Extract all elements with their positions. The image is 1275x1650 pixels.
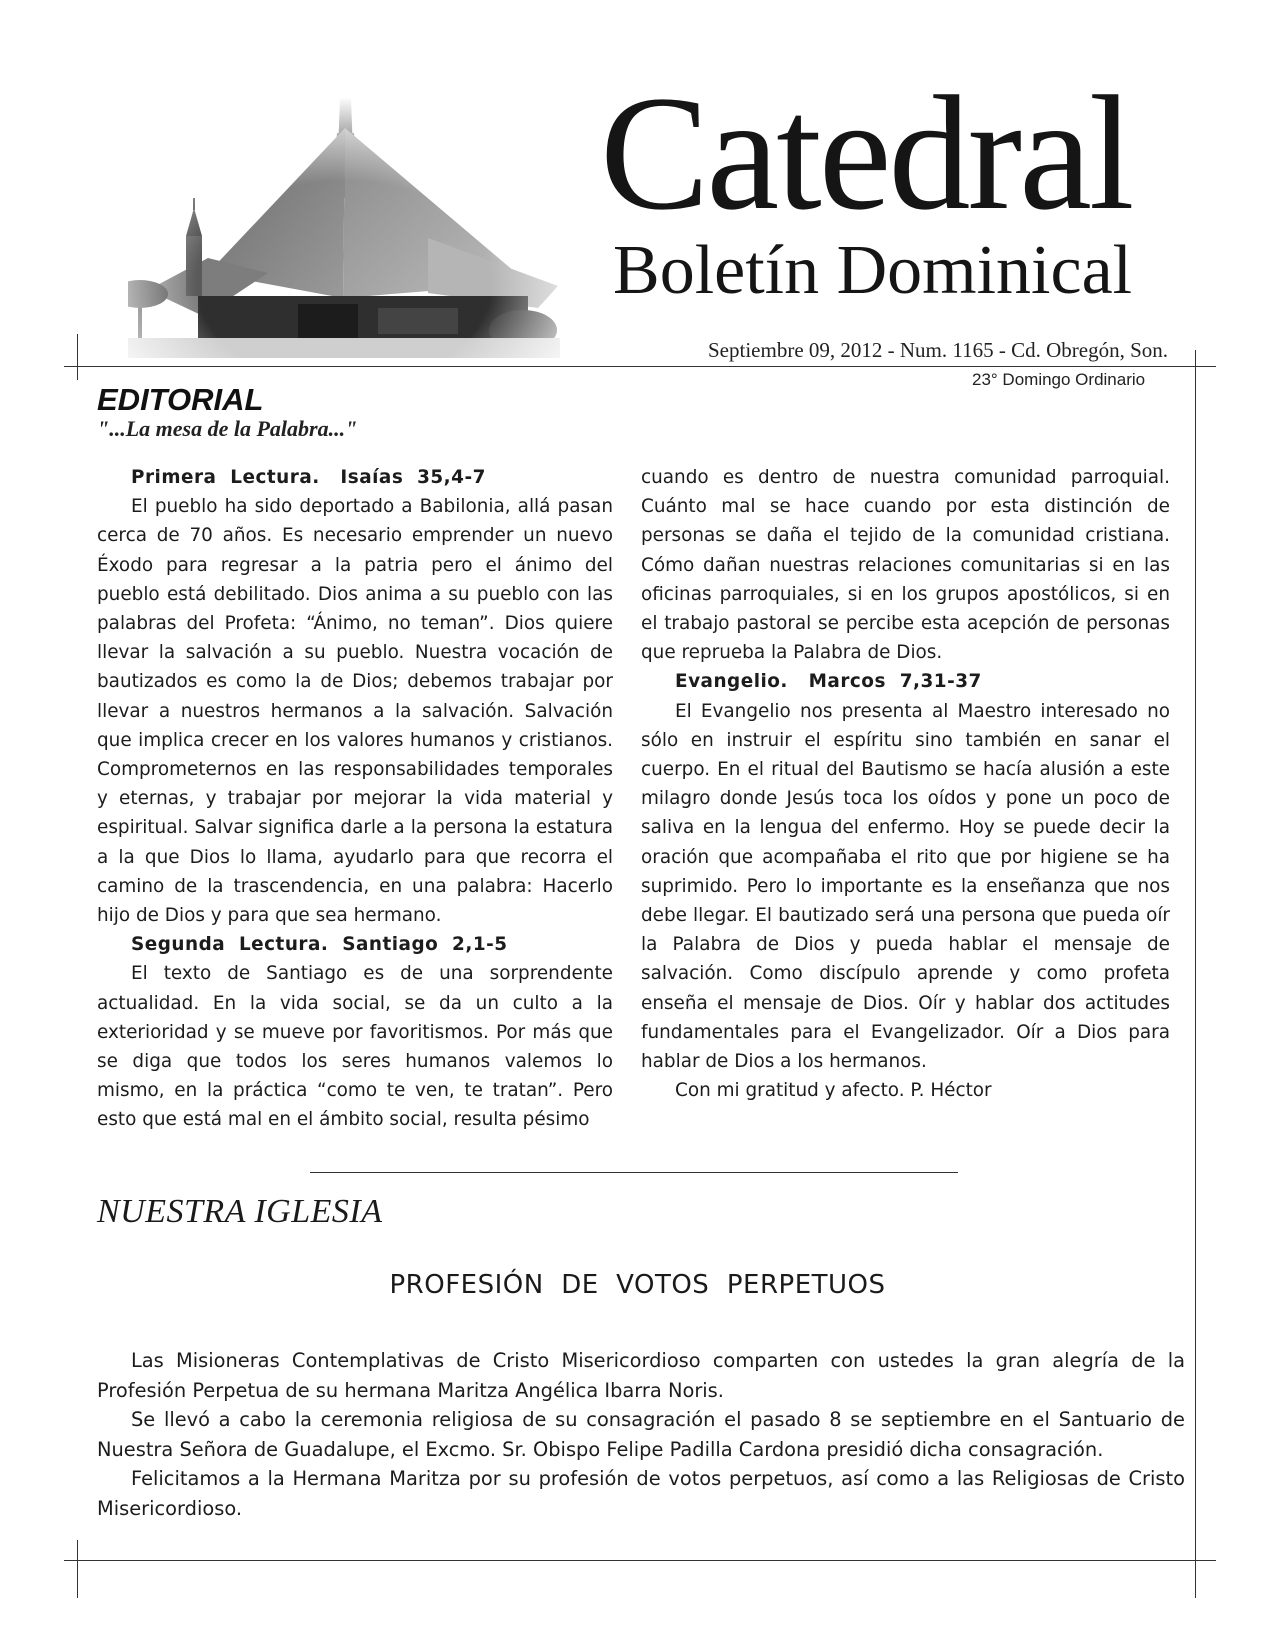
editorial-subtitle: "...La mesa de la Palabra..." <box>97 416 358 441</box>
reading-heading: Segunda Lectura. Santiago 2,1-5 <box>131 934 508 956</box>
editorial-right-column <box>641 463 1170 1105</box>
paragraph: El Evangelio nos presenta al Maestro interesado no sólo en instruir el espíritu sino también en sanar el cuerpo. En el ritual del Bautismo se hacía alusión a este milagro donde Jesús toca los oídos y pone un poco de saliva en la lengua del enfermo. Hoy se puede decir la oración que acompañaba el rito que por higiene se ha suprimido. Pero lo importante es la enseñanza que nos debe llegar. El bautizado será una persona que pueda oír la Palabra de Dios y pueda hablar el mensaje de salvación. Como discípulo aprende y como profeta enseña el mensaje de Dios. Oír y hablar dos actitudes fundamentales para el Evangelizador. Oír a Dios para hablar de Dios a los hermanos. <box>641 700 1170 1073</box>
frame-left-top <box>77 334 78 380</box>
bottom-rule <box>64 1560 1216 1561</box>
masthead-title: Catedral <box>600 63 1132 244</box>
section-divider <box>310 1172 958 1173</box>
reading-heading: Evangelio. Marcos 7,31-37 <box>675 671 982 693</box>
article-paragraph: Se llevó a cabo la ceremonia religiosa de su consagración el pasado 8 se septiembre en el Santuario de Nuestra Señora de Guadalupe, el Excmo. Sr. Obispo Felipe Padilla Cardona presidió dicha consagración. <box>97 1408 1185 1461</box>
article-body <box>97 1346 1185 1524</box>
editorial-left-column <box>97 463 613 1135</box>
editorial-heading: EDITORIAL <box>97 382 264 417</box>
article-paragraph: Las Misioneras Contemplativas de Cristo Misericordioso comparten con ustedes la gran alegría de la Profesión Perpetua de su hermana Maritza Angélica Ibarra Noris. <box>97 1349 1185 1402</box>
article-paragraph: Felicitamos a la Hermana Maritza por su profesión de votos perpetuos, así como a las Religiosas de Cristo Misericordioso. <box>97 1467 1185 1520</box>
liturgical-day: 23° Domingo Ordinario <box>972 370 1146 389</box>
paragraph: El pueblo ha sido deportado a Babilonia, allá pasan cerca de 70 años. Es necesario emprender un nuevo Éxodo para regresar a la patria pero el ánimo del pueblo está debilitado. Dios anima a su pueblo con las palabras del Profeta: “Ánimo, no teman”. Dios quiere llevar la salvación a su pueblo. Nuestra vocación de bautizados es como la de Dios; debemos trabajar por llevar a nuestros hermanos a la salvación. Salvación que implica crecer en los valores humanos y cristianos. Comprometernos en las responsabilidades temporales y eternas, y trabajar por mejorar la vida material y espiritual. Salvar significa darle a la persona la estatura a la que Dios lo llama, ayudarlo para que recorra el camino de la trascendencia, en una palabra: Hacerlo hijo de Dios y para que sea hermano. <box>97 496 613 927</box>
section-heading-nuestra-iglesia: NUESTRA IGLESIA <box>97 1193 383 1230</box>
frame-right <box>1195 350 1196 1598</box>
issue-date-line: Septiembre 09, 2012 - Num. 1165 - Cd. Obregón, Son. <box>708 338 1169 362</box>
paragraph: cuando es dentro de nuestra comunidad parroquial. Cuánto mal se hace cuando por esta distinción de personas se daña el tejido de la comunidad cristiana. Cómo dañan nuestras relaciones comunitarias si en las oficinas parroquiales, si en los grupos apostólicos, si en el trabajo pastoral se percibe esta acepción de personas que reprueba la Palabra de Dios. <box>641 467 1170 664</box>
frame-left-bottom <box>77 1540 78 1598</box>
reading-heading: Primera Lectura. Isaías 35,4-7 <box>131 467 486 488</box>
church-photo <box>128 58 560 358</box>
top-rule <box>64 366 1216 367</box>
masthead-subtitle: Boletín Dominical <box>613 232 1133 309</box>
paragraph: El texto de Santiago es de una sorprendente actualidad. En la vida social, se da un culto a la exterioridad y se mueve por favoritismos. Por más que se diga que todos los seres humanos valemos lo mismo, en la práctica “como te ven, te tratan”. Pero esto que está mal en el ámbito social, resulta pésimo <box>97 963 613 1131</box>
article-title: PROFESIÓN DE VOTOS PERPETUOS <box>389 1270 886 1300</box>
signature-line: Con mi gratitud y afecto. P. Héctor <box>675 1080 992 1102</box>
